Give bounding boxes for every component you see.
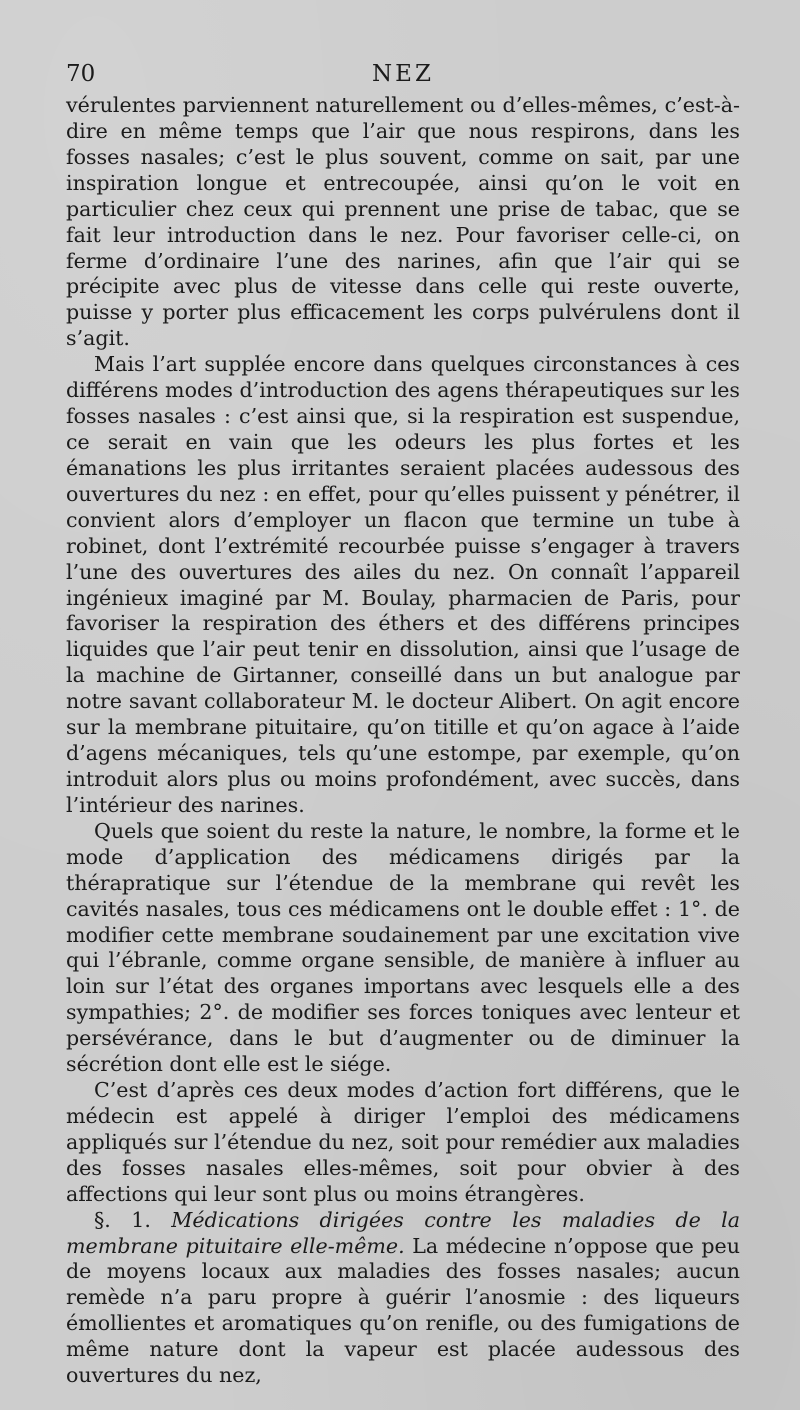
- paragraph-double-effect: Quels que soient du reste la nature, le nombre, la forme et le mode d’application des médicamens dirigés par la thérapratique sur l’étendue de la membrane qui revêt les cavités nasales, tous ces médicamens ont le double effet : 1°. de modifier cette membrane soudainement par une excitation vive qui l’ébranle, comme organe sensible, de manière à influer au loin sur l’état des organes importans avec lesquels elle a des sympathies; 2°. de modifier ses forces toniques avec lenteur et persévérance, dans le but d’augmenter ou de diminuer la sécrétion dont elle est le siége.: [66, 818, 740, 1077]
- section-text: La médecine n’oppose que peu de moyens locaux aux maladies des fosses nasales; aucun remède n’a paru propre à guérir l’anosmie : des liqueurs émollientes et aromatiques qu’on renifle, ou des fumigations de même nature dont la vapeur est placée audessous des ouvertures du nez,: [66, 1233, 741, 1388]
- section-heading: Médications dirigées contre les maladies de la membrane pituitaire elle-même.: [66, 1207, 740, 1258]
- section-1-paragraph: [66, 1208, 740, 1389]
- body-text: [66, 93, 740, 1389]
- section-marker: §. 1.: [94, 1207, 172, 1232]
- paragraph-administration-methods: Mais l’art supplée encore dans quelques circonstances à ces différens modes d’introduction des agens thérapeutiques sur les fosses nasales : c’est ainsi que, si la respiration est suspendue, ce serait en vain que les odeurs les plus fortes et les émanations les plus irritantes seraient placées audessous des ouvertures du nez : en effet, pour qu’elles puissent y pénétrer, il convient alors d’employer un flacon que termine un tube à robinet, dont l’extrémité recourbée puisse s’engager à travers l’une des ouvertures des ailes du nez. On connaît l’appareil ingénieux imaginé par M. Boulay, pharmacien de Paris, pour favoriser la respiration des éthers et des différens principes liquides que l’air peut tenir en dissolution, ainsi que l’usage de la machine de Girtanner, conseillé dans un but analogue par notre savant collaborateur M. le docteur Alibert. On agit encore sur la membrane pituitaire, qu’on titille et qu’on agace à l’aide d’agens mécaniques, tels qu’une estompe, par exemple, qu’on introduit alors plus ou moins profondément, avec succès, dans l’intérieur des narines.: [66, 352, 740, 817]
- page-header: [66, 58, 740, 92]
- page-number: 70: [66, 61, 96, 87]
- paragraph-continued: vérulentes parviennent naturellement ou d’elles-mêmes, c’est-à-dire en même temps que l’air que nous respirons, dans les fosses nasales; c’est le plus souvent, comme on sait, par une inspiration longue et entrecoupée, ainsi qu’on le voit en particulier chez ceux qui prennent une prise de tabac, que se fait leur introduction dans le nez. Pour favoriser celle-ci, on ferme d’ordinaire l’une des narines, afin que l’air qui se précipite avec plus de vitesse dans celle qui reste ouverte, puisse y porter plus efficacement les corps pulvérulens dont il s’agit.: [66, 93, 740, 351]
- paragraph-two-modes: C’est d’après ces deux modes d’action fort différens, que le médecin est appelé à diriger l’emploi des médicamens appliqués sur l’étendue du nez, soit pour remédier aux maladies des fosses nasales elles-mêmes, soit pour obvier à des affections qui leur sont plus ou moins étrangères.: [66, 1078, 740, 1206]
- running-head: NEZ: [372, 61, 434, 87]
